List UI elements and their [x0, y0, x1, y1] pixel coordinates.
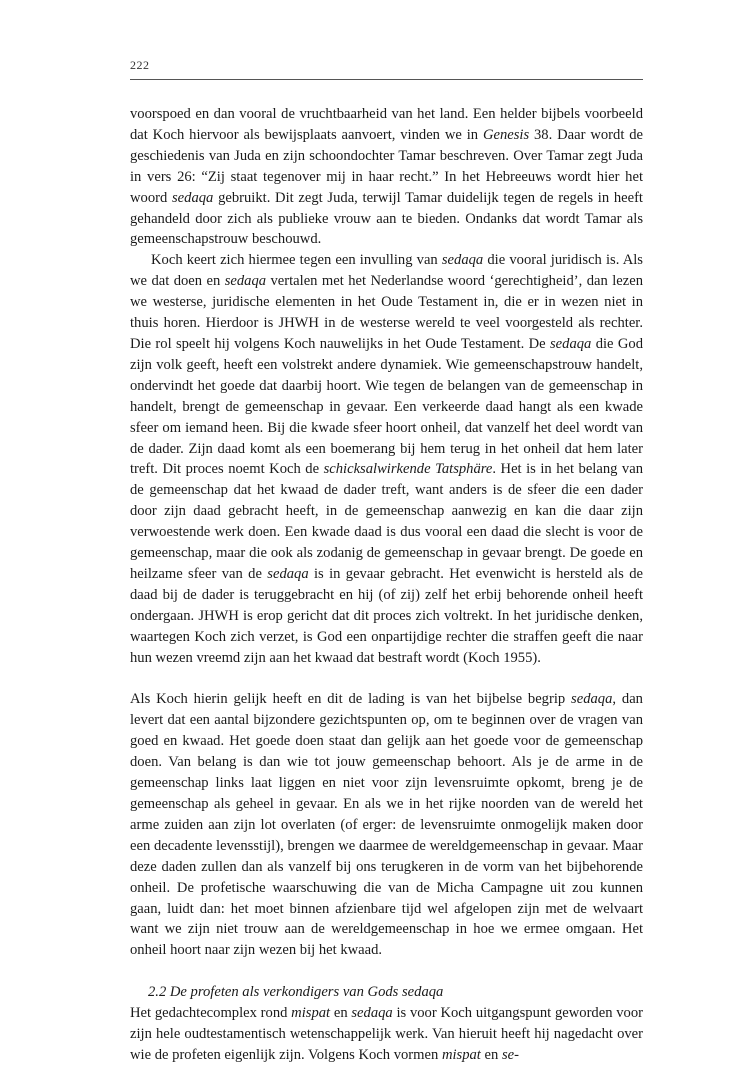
text-run: vertalen met het Nederlandse woord ‘gerechtigheid’, dan lezen we westerse, juridische elementen in het Oude Testament in, die er in wezen niet in thuis horen. Hierdoor is JHWH in de westerse wereld te veel voorgesteld als rechter. Die rol speelt hij volgens Koch nauwelijks in het Oude Testament. De	[130, 273, 643, 352]
text-run: voorspoed en dan vooral de vruchtbaarheid van het land. Een helder bijbels voorbeeld dat Koch hiervoor als bewijsplaats aanvoert, vinden we in	[130, 106, 643, 143]
italic-term: sedaqa	[172, 189, 214, 206]
italic-term: sedaqa	[351, 1005, 393, 1022]
body-text	[130, 104, 643, 1066]
italic-term: sedaqa	[267, 565, 309, 582]
header-rule	[130, 79, 643, 80]
text-run: en	[480, 1046, 502, 1063]
text-run: 38. Daar wordt de geschiedenis van Juda en zijn schoondochter Tamar beschreven. Over Tamar zegt Juda in vers 26: “Zij staat tegenover mij in haar recht.” In het Hebreeuws wordt hier het woord	[130, 126, 644, 206]
text-run: Koch keert zich hiermee tegen een invulling van	[151, 252, 442, 269]
text-run: Als Koch hierin gelijk heeft en dit de lading is van het bijbelse begrip	[130, 691, 572, 708]
section-paragraph	[130, 1003, 643, 1066]
italic-term: sedaqa	[550, 335, 592, 352]
italic-term: sedaqa	[571, 691, 613, 708]
text-run: is voor Koch uitgangspunt geworden voor zijn hele oudtestamentisch wetenschappelijk werk. Van hieruit heeft hij nagedacht over wie de profeten eigenlijk zijn. Volgens Koch vormen	[130, 1005, 643, 1063]
text-run: . Het is in het belang van de gemeenschap dat het kwaad de dader treft, want anders is de sfeer die een dader door zijn daad gebracht heeft, in de gemeenschap aanwezig en kan die daar zijn verwoestende werk doen. Een kwade daad is dus vooral een daad die slecht is voor de gemeenschap, maar die ook als zodanig de gemeenschap in gevaar brengt. De goede en heilzame sfeer van de	[130, 461, 644, 582]
text-run: die vooral juridisch is. Als we dat doen en	[130, 252, 643, 290]
italic-term: Genesis	[482, 126, 530, 143]
paragraph-2	[130, 250, 643, 668]
italic-term: schicksalwirkende Tatsphäre	[323, 461, 493, 478]
italic-term: sedaqa	[224, 273, 267, 290]
paragraph-gap	[130, 668, 643, 689]
italic-term: mispat	[441, 1046, 481, 1063]
text-run: gebruikt. Dit zegt Juda, terwijl Tamar duidelijk tegen de regels in heeft gehandeld door zich als publieke vrouw aan te bieden. Ondanks dat wordt Tamar als gemeenschapstrouw beschouwd.	[130, 189, 643, 248]
text-run: en	[330, 1005, 352, 1022]
text-run: die God zijn volk geeft, heeft een volstrekt andere dynamiek. Wie gemeenschapstrouw handelt, ondervindt het goede dat daarbij hoort. Wie tegen de belangen van de gemeenschap in handelt, brengt de gemeenschap in gevaar. Een verkeerde daad hangt als een kwade sfeer om iemand heen. Bij die kwade sfeer hoort onheil, dat vanzelf het deel wordt van de dader. Zijn daad komt als een boemerang bij hem terug in het onheil dat hem later treft. Dit proces noemt Koch de	[130, 335, 643, 478]
text-run: Het gedachtecomplex rond	[130, 1005, 292, 1022]
section-heading: 2.2 De profeten als verkondigers van Gods sedaqa	[148, 984, 444, 1001]
italic-term: sedaqa	[441, 252, 484, 269]
section-gap	[130, 961, 643, 982]
paragraph-1	[130, 104, 643, 250]
text-run: is in gevaar gebracht. Het evenwicht is hersteld als de daad bij de dader is teruggebracht en hij (of zij) zelf het erbij behorende onheil heeft ondergaan. JHWH is erop gericht dat dit proces zich voltrekt. In het juridische denken, waartegen Koch zich verzet, is God een onpartijdige rechter die straffen geeft die naar hun wezen vreemd zijn aan het kwaad dat bestraft wordt (Koch 1955).	[130, 565, 643, 666]
italic-term: mispat	[291, 1005, 331, 1022]
italic-term: se-	[501, 1046, 519, 1063]
text-run: , dan levert dat een aantal bijzondere gezichtspunten op, om te beginnen over de vragen van goed en kwaad. Het goede doen staat dan gelijk aan het goede voor de gemeenschap doen. Van belang is dan wie tot jouw gemeenschap behoort. Als je de arme in de gemeenschap links laat liggen en niet voor zijn levensruimte opkomt, breng je de gemeenschap als geheel in gevaar. En als we in het rijke noorden van de wereld het arme zuiden aan zijn lot overlaten (of erger: de levensruimte onmogelijk maken door een decadente levensstijl), brengen we daarmee de wereldgemeenschap in gevaar. Maar deze daden zullen dan als vanzelf bij ons terugkeren in de vorm van het bijbehorende onheil. De profetische waarschuwing die van de Micha Campagne uit zou kunnen gaan, luidt dan: het moet binnen afzienbare tijd wel afgelopen zijn met de welvaart want we zijn niet trouw aan de wereldgemeenschap in hoe we ermee omgaan. Het onheil hoort naar zijn wezen bij het kwaad.	[130, 691, 643, 959]
page-number: 222	[130, 58, 150, 72]
paragraph-3	[130, 689, 643, 961]
